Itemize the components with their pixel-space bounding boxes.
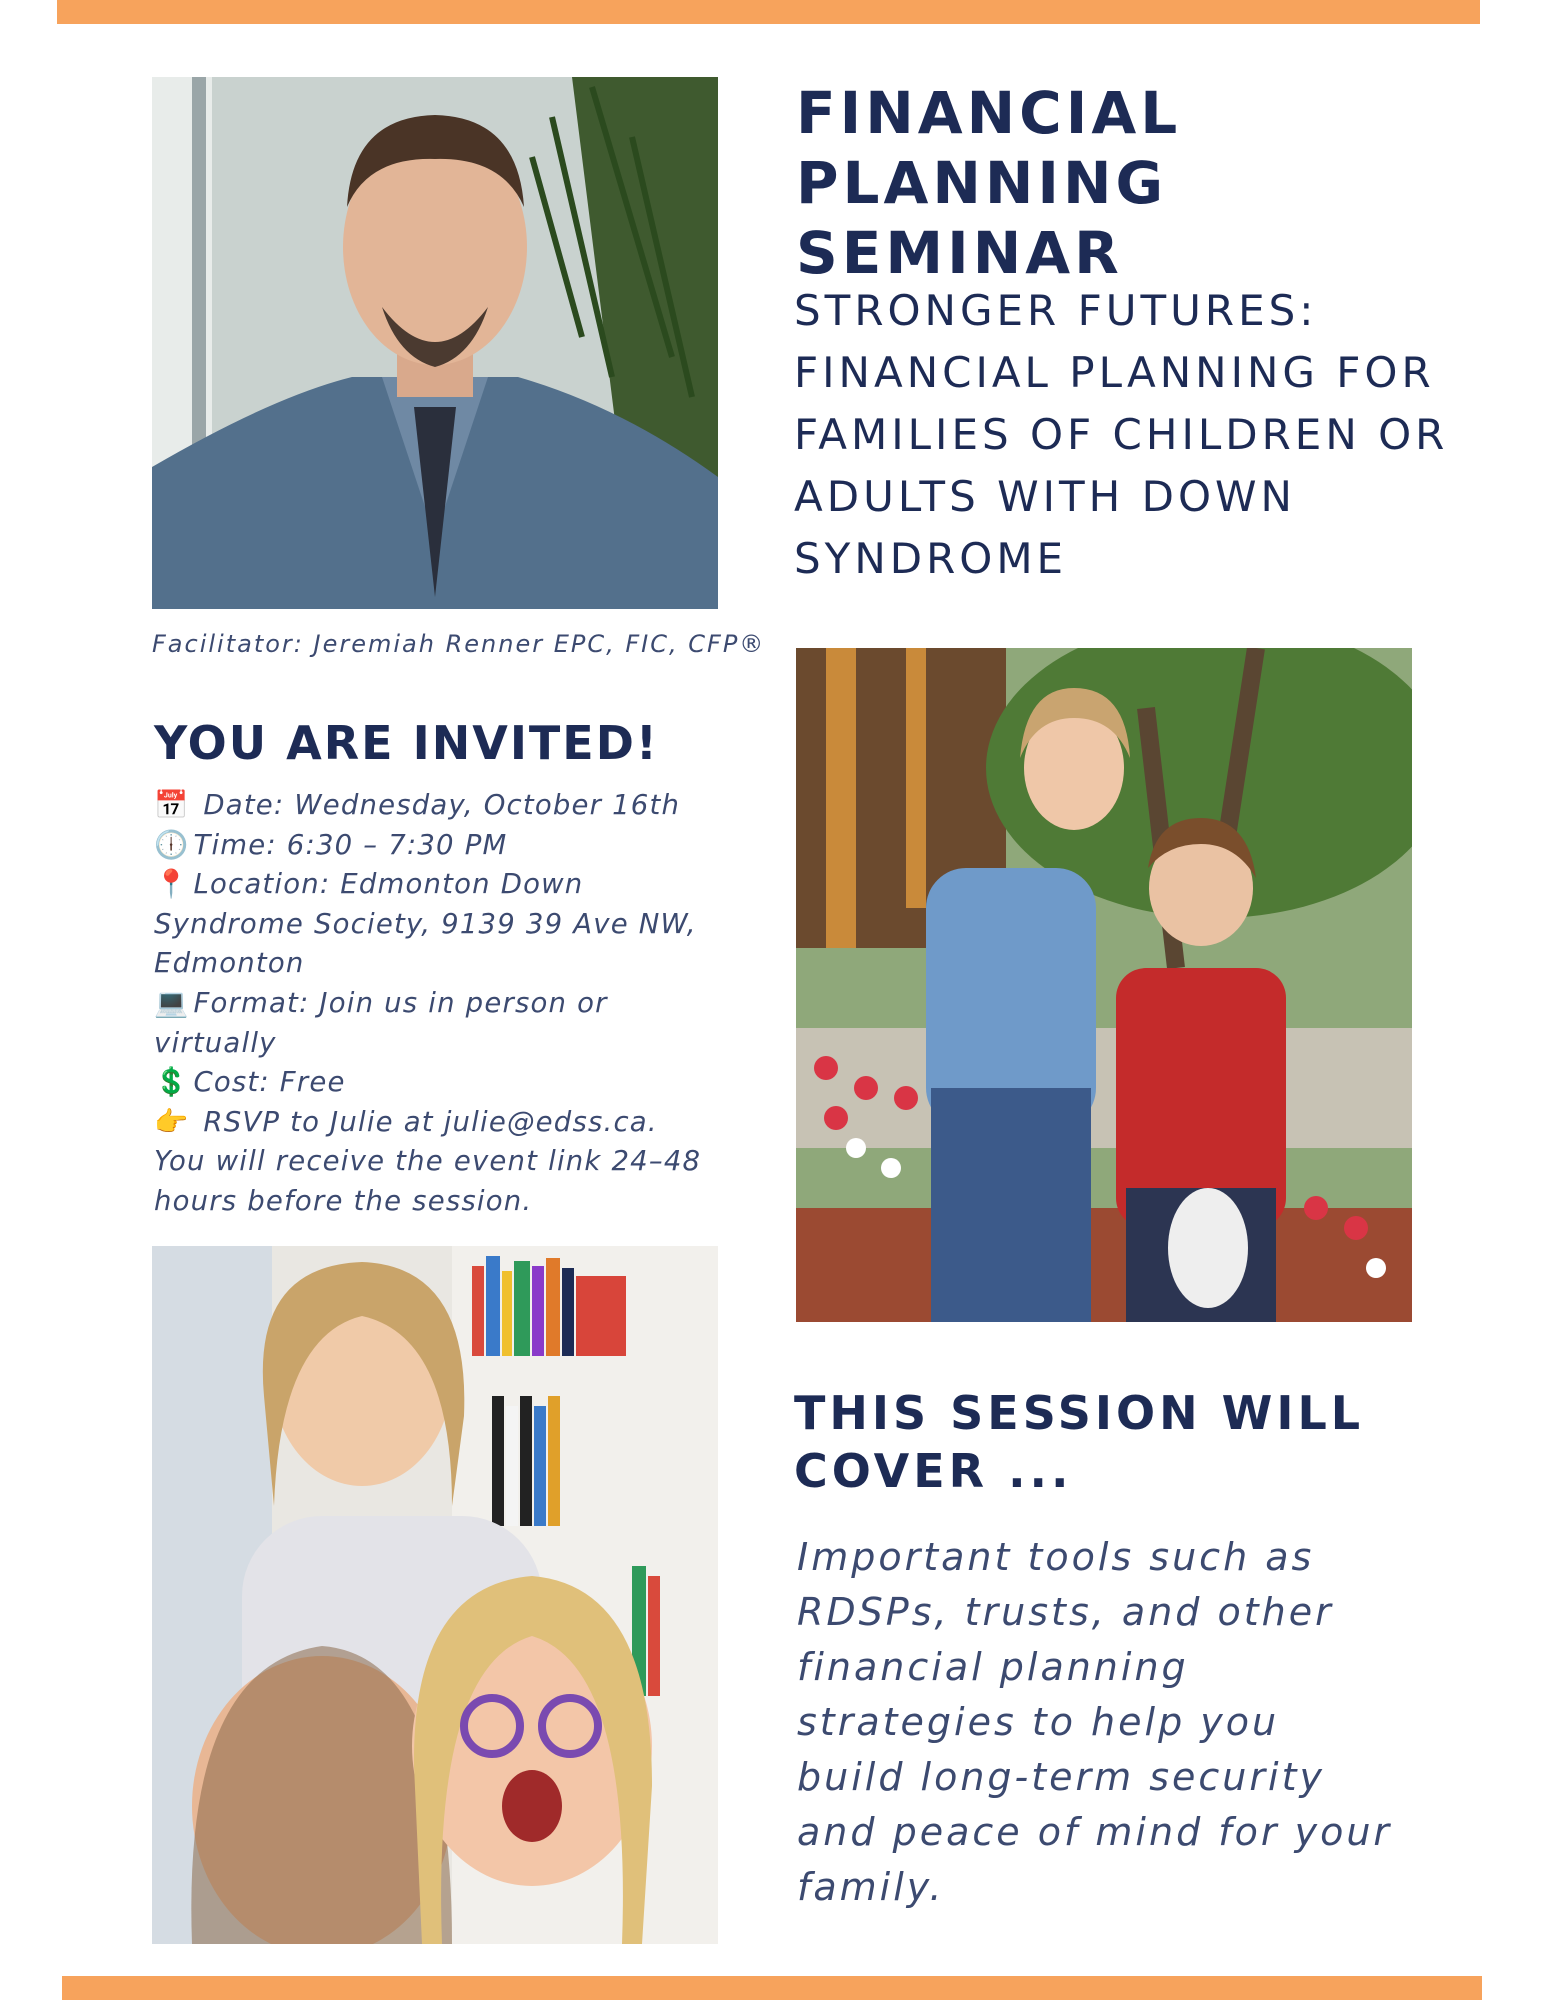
family-photo-outdoor [796, 648, 1412, 1322]
family-photo-indoor [152, 1246, 718, 1944]
detail-line-date: 📅 Date: Wednesday, October 16th [154, 789, 681, 821]
session-heading-line-1: THIS SESSION WILL [794, 1386, 1365, 1440]
facilitator-photo [152, 77, 718, 609]
clock-icon: 🕕 [154, 828, 190, 861]
detail-line-time: 🕕 Time: 6:30 – 7:30 PM [154, 828, 508, 861]
invited-heading: YOU ARE INVITED! [154, 716, 659, 770]
detail-line-format: 💻 Format: Join us in person or [154, 986, 608, 1019]
facilitator-caption: Facilitator: Jeremiah Renner EPC, FIC, CFP® [152, 630, 766, 658]
title-line-2: PLANNING SEMINAR [796, 149, 1168, 287]
pin-icon: 📍 [154, 868, 190, 901]
event-details [154, 786, 754, 1222]
pointing-hand-icon: 👉 [154, 1105, 190, 1138]
laptop-icon: 💻 [154, 986, 190, 1019]
session-heading-line-2: COVER ... [794, 1444, 1073, 1498]
detail-line-rsvp-2: You will receive the event link 24–48 [154, 1145, 702, 1178]
dollar-icon: 💲 [154, 1066, 190, 1099]
detail-line-location-2: Syndrome Society, 9139 39 Ave NW, [154, 907, 697, 940]
top-accent-bar [57, 0, 1480, 24]
seminar-subtitle: STRONGER FUTURES: FINANCIAL PLANNING FOR FAMILIES OF CHILDREN OR ADULTS WITH DOWN SYNDROME [794, 286, 1449, 583]
title-line-1: FINANCIAL [796, 79, 1182, 147]
bottom-accent-bar [62, 1976, 1482, 2000]
calendar-icon: 📅 [154, 789, 190, 821]
detail-line-cost: 💲 Cost: Free [154, 1066, 346, 1099]
detail-line-format-2: virtually [154, 1026, 277, 1059]
page-title [796, 78, 1496, 288]
detail-line-rsvp-3: hours before the session. [154, 1184, 533, 1217]
detail-line-location-3: Edmonton [154, 947, 305, 980]
detail-line-location: 📍 Location: Edmonton Down [154, 868, 584, 901]
detail-line-rsvp: 👉 RSVP to Julie at julie@edss.ca. [154, 1105, 658, 1138]
session-heading [794, 1384, 1394, 1500]
session-description: Important tools such as RDSPs, trusts, and other financial planning strategies to help you build long-term security and peace of mind for your family. [797, 1535, 1393, 1909]
